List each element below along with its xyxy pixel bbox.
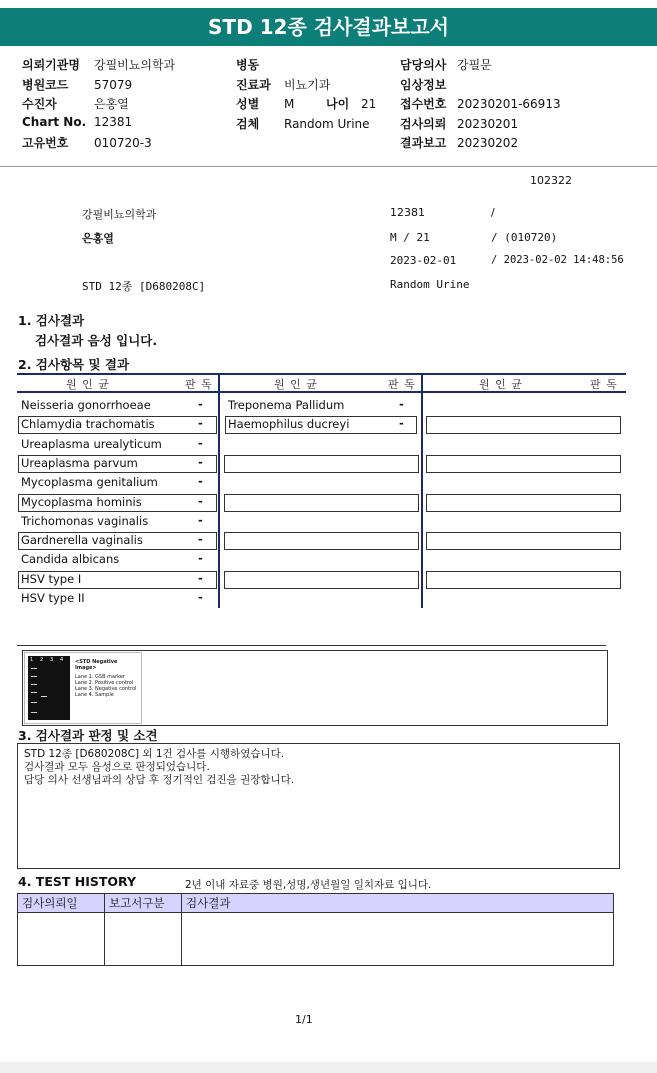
header-right-row xyxy=(400,56,650,76)
organism-name: Chlamydia trachomatis xyxy=(21,417,155,432)
summary-clinic: 강필비뇨의학과 xyxy=(82,208,157,221)
header-left-row xyxy=(22,115,232,135)
header-left-value: 12381 xyxy=(94,114,133,129)
opinion-line: 담당 의사 선생님과의 상담 후 정기적인 검진을 권장합니다. xyxy=(24,774,295,786)
header-middle-row xyxy=(236,76,396,96)
header-left-row xyxy=(22,134,232,154)
header-right-label: 임상정보 xyxy=(400,77,447,92)
gel-top-rule xyxy=(17,645,606,646)
header-middle-value: 비뇨기과 xyxy=(284,77,331,92)
organism-result: - xyxy=(198,570,203,585)
empty-result-box xyxy=(224,494,419,512)
header-middle-value: Random Urine xyxy=(284,116,370,131)
header-left-label: 의뢰기관명 xyxy=(22,58,80,72)
header-middle-value: M xyxy=(284,97,295,111)
header-left-value: 강필비뇨의학과 xyxy=(94,58,176,72)
organism-result: - xyxy=(198,416,203,431)
col3-judgment-header: 판 독 xyxy=(590,378,618,391)
header-left-label: 고유번호 xyxy=(22,136,69,150)
summary-patient: 은홍열 xyxy=(82,232,114,245)
header-left-row xyxy=(22,56,232,76)
section1-text: 검사결과 음성 입니다. xyxy=(35,333,158,348)
summary-id: / (010720) xyxy=(491,231,558,244)
organism-name: Mycoplasma hominis xyxy=(21,494,142,509)
header-age: 나이 21 xyxy=(326,97,377,111)
header-middle-label: 진료과 xyxy=(236,77,271,92)
summary-request-date: 2023-02-01 xyxy=(390,254,457,267)
organism-name: Neisseria gonorrhoeae xyxy=(21,398,151,412)
organism-result: - xyxy=(399,397,404,411)
header-right xyxy=(400,56,650,154)
header-right-row xyxy=(400,95,650,115)
header-left-label: Chart No. xyxy=(22,114,87,129)
organism-name: HSV type I xyxy=(21,571,82,586)
organism-result: - xyxy=(198,551,203,566)
organism-result: - xyxy=(198,493,203,508)
section4-title: 4. TEST HISTORY xyxy=(18,874,137,889)
col1-judgment-header: 판 독 xyxy=(185,378,213,391)
gel-caption-line: Lane 1. GSB marker xyxy=(75,674,125,680)
header-right-value: 20230202 xyxy=(457,136,519,150)
organism-name: Treponema Pallidum xyxy=(228,398,345,412)
header-right-row xyxy=(400,134,650,154)
header-left-label: 수진자 xyxy=(22,97,57,111)
history-row xyxy=(18,913,614,966)
empty-result-box xyxy=(426,416,621,434)
table-top-rule xyxy=(17,373,626,375)
gel-image-panel xyxy=(24,652,142,724)
organism-result: - xyxy=(399,416,404,431)
col2-organism-header: 원 인 균 xyxy=(274,378,318,391)
summary-chart-no: 12381 xyxy=(390,206,425,219)
empty-result-box xyxy=(426,571,621,589)
organism-result: - xyxy=(198,474,203,489)
section2-title: 2. 검사항목 및 결과 xyxy=(18,357,130,372)
empty-result-box xyxy=(224,455,419,473)
empty-result-box xyxy=(224,532,419,550)
opinion-line: 검사결과 모두 음성으로 판정되었습니다. xyxy=(24,761,210,773)
gel-lane-label: 2 xyxy=(40,657,44,663)
organism-result: - xyxy=(198,435,203,450)
header-middle-row xyxy=(236,56,396,76)
organism-result: - xyxy=(198,454,203,469)
organism-name: Mycoplasma genitalium xyxy=(21,475,158,490)
organism-name: Haemophilus ducreyi xyxy=(228,417,350,432)
column-divider-2 xyxy=(421,375,423,608)
organism-name: HSV type II xyxy=(21,591,85,605)
report-title: STD 12종 검사결과보고서 xyxy=(0,8,657,46)
gel-lane-label: 4 xyxy=(60,657,64,663)
organism-result: - xyxy=(198,512,203,527)
gel-caption-line: Lane 4. Sample xyxy=(75,692,114,698)
header-middle-row xyxy=(236,115,396,135)
doc-number: 102322 xyxy=(530,174,572,187)
organism-name: Ureaplasma urealyticum xyxy=(21,436,162,451)
summary-report-datetime: / 2023-02-02 14:48:56 xyxy=(491,254,624,266)
opinion-box xyxy=(17,743,620,869)
gel-lane-label: 1 xyxy=(30,657,34,663)
empty-result-box xyxy=(224,571,419,589)
gel-image xyxy=(28,656,70,720)
header-right-row xyxy=(400,76,650,96)
summary-test-name: STD 12종 [D680208C] xyxy=(82,280,206,293)
col1-organism-header: 원 인 균 xyxy=(66,378,110,391)
section3-title: 3. 검사결과 판정 및 소견 xyxy=(18,728,158,743)
history-col-report-type: 보고서구분 xyxy=(105,894,182,913)
opinion-line: STD 12종 [D680208C] 외 1건 검사를 시행하였습니다. xyxy=(24,748,285,760)
organism-result: - xyxy=(198,590,203,604)
header-left-value: 010720-3 xyxy=(94,136,152,150)
column-divider-1 xyxy=(218,375,220,608)
organism-result: - xyxy=(198,532,203,547)
header-middle-label: 병동 xyxy=(236,58,260,72)
header-right-label: 결과보고 xyxy=(400,136,447,150)
history-col-request-date: 검사의뢰일 xyxy=(18,894,105,913)
gel-caption-line: Lane 3. Negative control xyxy=(75,686,137,692)
organism-result: - xyxy=(198,397,203,411)
header-right-label: 담당의사 xyxy=(400,58,447,72)
header-left-row xyxy=(22,76,232,96)
header-right-label: 접수번호 xyxy=(400,97,447,111)
header-left-label: 병원코드 xyxy=(22,77,69,92)
organism-name: Candida albicans xyxy=(21,552,120,567)
empty-result-box xyxy=(426,532,621,550)
page-bottom-band xyxy=(0,1062,657,1073)
gel-caption-line: Lane 2. Positive control xyxy=(75,680,134,686)
header-left-value: 57079 xyxy=(94,77,133,92)
header-right-value: 20230201-66913 xyxy=(457,97,561,111)
col2-judgment-header: 판 독 xyxy=(388,378,416,391)
header-right-value: 강필문 xyxy=(457,58,492,72)
header-right-label: 검사의뢰 xyxy=(400,116,447,131)
summary-specimen: Random Urine xyxy=(390,278,470,291)
history-note: 2년 이내 자료중 병원,성명,생년월일 일치자료 입니다. xyxy=(185,879,432,891)
empty-result-box xyxy=(426,494,621,512)
history-col-result: 검사결과 xyxy=(182,894,614,913)
organism-name: Ureaplasma parvum xyxy=(21,455,138,470)
header-right-value: 20230201 xyxy=(457,116,519,131)
page-number: 1/1 xyxy=(295,1013,313,1026)
header-middle-label: 검체 xyxy=(236,116,260,131)
header-divider xyxy=(0,166,657,167)
empty-result-box xyxy=(426,455,621,473)
gel-lane-label: 3 xyxy=(50,657,54,663)
col3-organism-header: 원 인 균 xyxy=(479,378,523,391)
organism-name: Gardnerella vaginalis xyxy=(21,533,143,548)
section1-title: 1. 검사결과 xyxy=(18,313,85,328)
header-middle-label: 성별 xyxy=(236,97,260,111)
organism-name: Trichomonas vaginalis xyxy=(21,513,149,528)
header-left-row xyxy=(22,95,232,115)
summary-sex-age: M / 21 xyxy=(390,231,430,244)
history-table-wrap xyxy=(17,893,614,966)
header-left-value: 은홍열 xyxy=(94,97,129,111)
gel-caption-title: <STD Negative Image> xyxy=(75,659,118,671)
header-right-row xyxy=(400,115,650,135)
history-table xyxy=(17,893,614,966)
header-left xyxy=(22,56,232,154)
summary-slash: / xyxy=(491,206,495,219)
